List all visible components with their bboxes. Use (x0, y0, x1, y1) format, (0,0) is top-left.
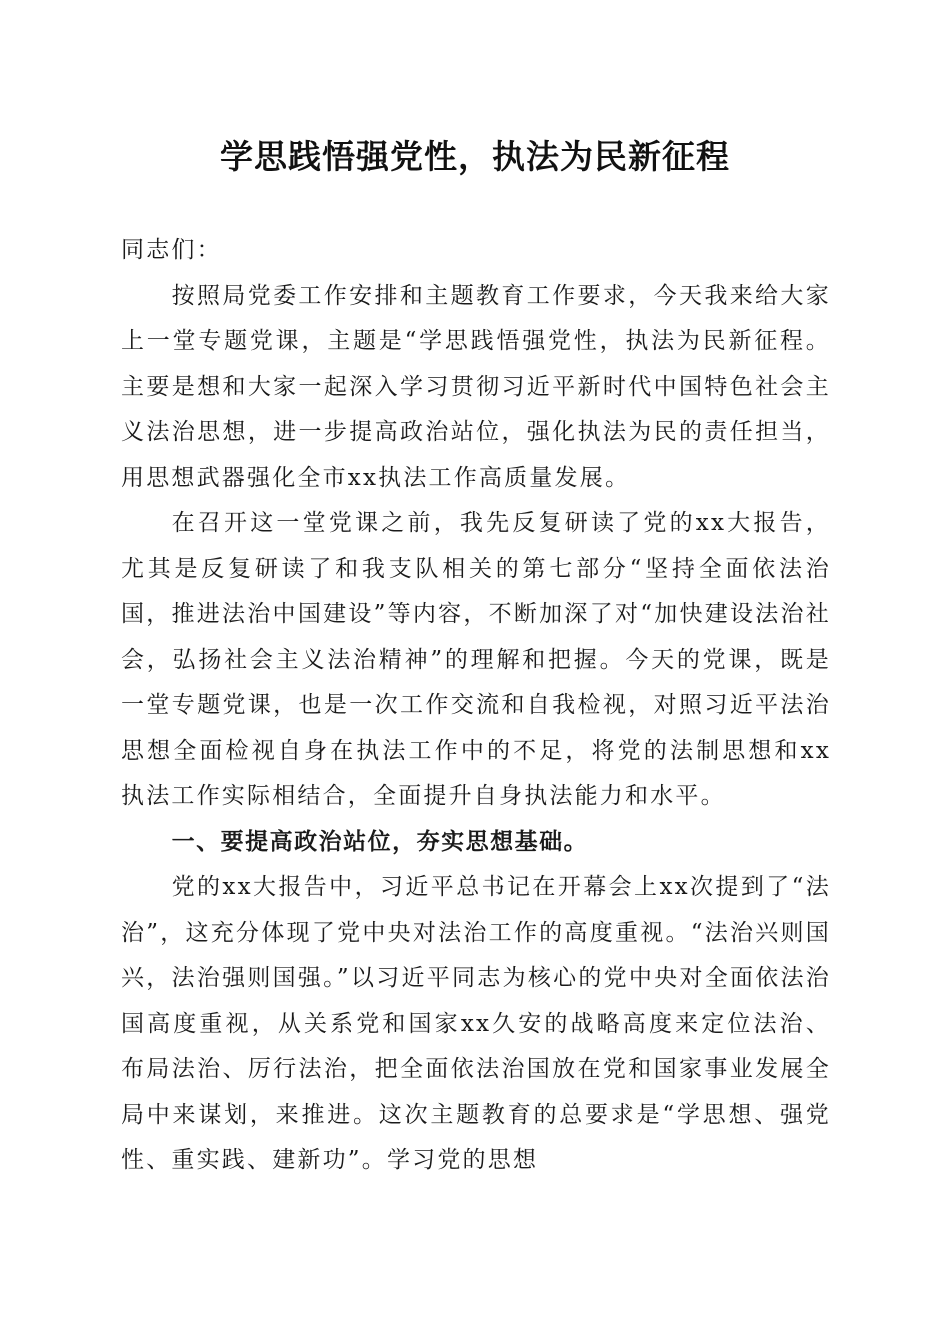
section-heading-1: 一、要提高政治站位，夯实思想基础。 (171, 828, 589, 855)
paragraph-intro: 按照局党委工作安排和主题教育工作要求，今天我来给大家上一堂专题党课，主题是“学思践悟强党性，执法为民新征程。主要是想和大家一起深入学习贯彻习近平新时代中国特色社会主义法治思想，进一步提高政治站位，强化执法为民的责任担当，用思想武器强化全市xx执法工作高质量发展。 (121, 282, 831, 491)
paragraph-preparation: 在召开这一堂党课之前，我先反复研读了党的xx大报告，尤其是反复研读了和我支队相关的第七部分“坚持全面依法治国，推进法治中国建设”等内容，不断加深了对“加快建设法治社会，弘扬社会主义法治精神”的理解和把握。今天的党课，既是一堂专题党课，也是一次工作交流和自我检视，对照习近平法治思想全面检视自身在执法工作中的不足，将党的法制思想和xx执法工作实际相结合，全面提升自身执法能力和水平。 (121, 510, 831, 809)
salutation: 同志们： (121, 237, 222, 263)
section-1-paragraph: 党的xx大报告中，习近平总书记在开幕会上xx次提到了“法治”，这充分体现了党中央对法治工作的高度重视。“法治兴则国兴，法治强则国强。”以习近平同志为核心的党中央对全面依法治国高度重视，从关系党和国家xx久安的战略高度来定位法治、布局法治、厉行法治，把全面依法治国放在党和国家事业发展全局中来谋划，来推进。这次主题教育的总要求是“学思想、强党性、重实践、建新功”。学习党的思想 (121, 874, 831, 1173)
document-title: 学思践悟强党性，执法为民新征程 (220, 137, 730, 176)
document-body (121, 228, 831, 1184)
